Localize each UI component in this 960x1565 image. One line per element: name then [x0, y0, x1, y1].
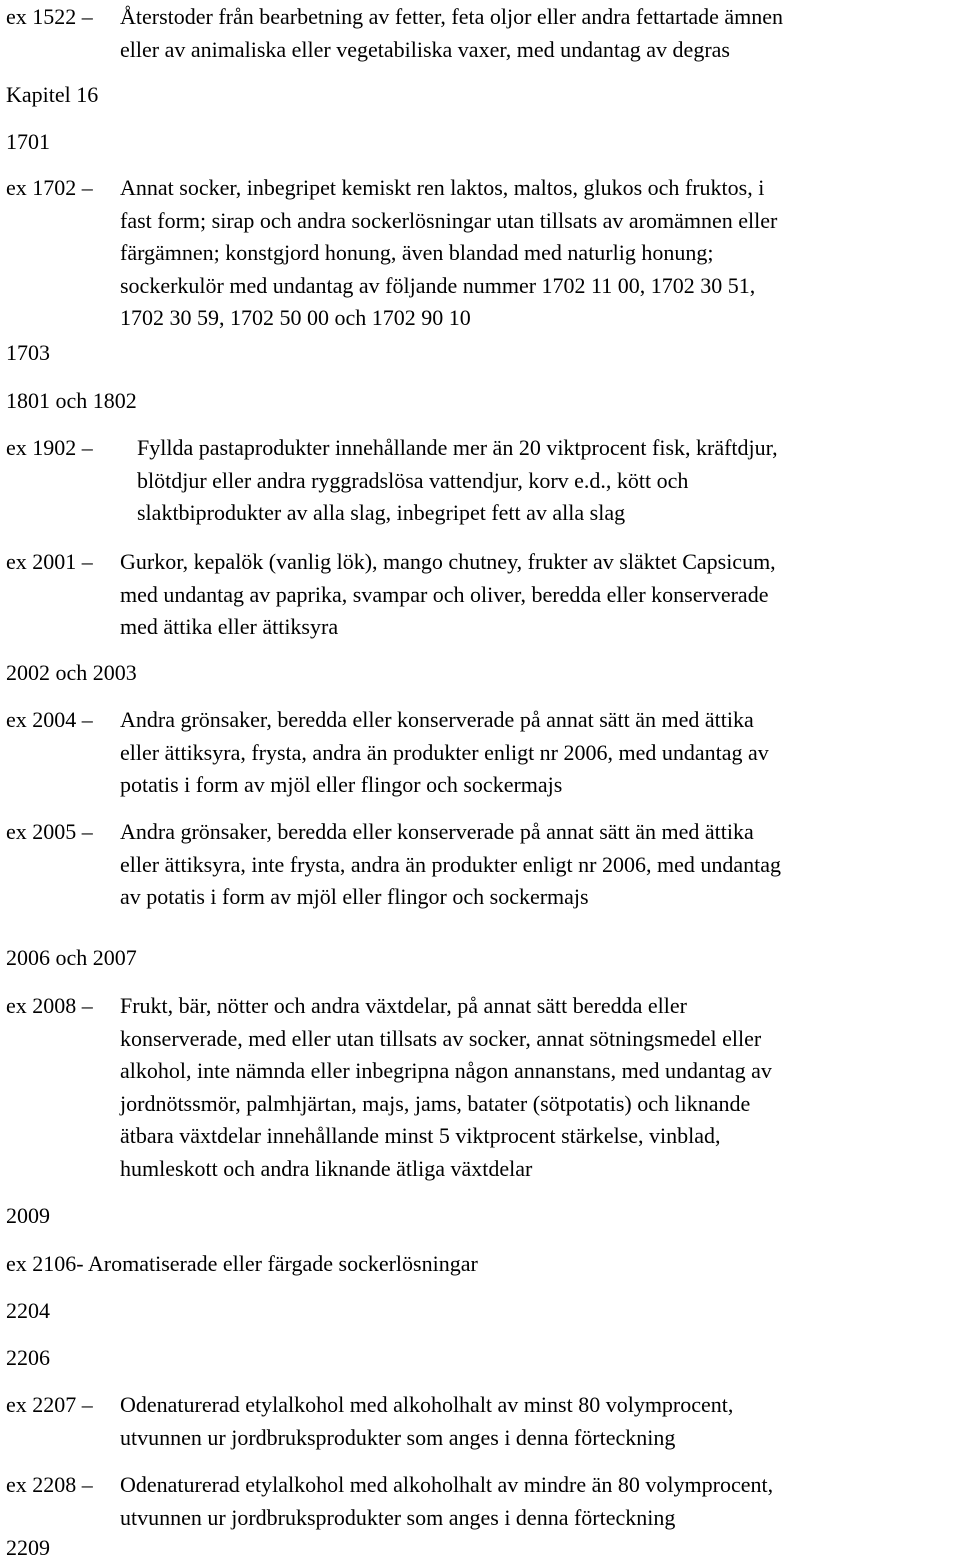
chapter-heading: Kapitel 16: [6, 82, 99, 107]
entry-description: [120, 704, 769, 802]
entry-code: ex 1702 –: [6, 175, 93, 200]
description-line: konserverade, med eller utan tillsats av socker, annat sötningsmedel eller: [120, 1025, 762, 1051]
entry-code: ex 2004 –: [6, 707, 93, 732]
heading-code: 2209: [6, 1535, 50, 1560]
description-line: humleskott och andra liknande ätliga växtdelar: [120, 1155, 533, 1181]
heading-code: 2206: [6, 1345, 50, 1370]
description-line: alkohol, inte nämnda eller inbegripna någon annanstans, med undantag av: [120, 1058, 772, 1083]
description-line: eller ättiksyra, inte frysta, andra än produkter enligt nr 2006, med undantag: [120, 851, 782, 877]
entry-description: [120, 816, 781, 914]
entry-code: ex 2008 –: [6, 993, 93, 1018]
entry-code: ex 2001 –: [6, 549, 93, 574]
description-line: 1702 30 59, 1702 50 00 och 1702 90 10: [120, 305, 471, 330]
description-line: Gurkor, kepalök (vanlig lök), mango chutney, frukter av släktet Capsicum,: [120, 549, 776, 574]
description-line: utvunnen ur jordbruksprodukter som anges i denna förteckning: [120, 1504, 676, 1530]
description-line: ätbara växtdelar innehållande minst 5 viktprocent stärkelse, vinblad,: [120, 1123, 721, 1148]
description-line: jordnötssmör, palmhjärtan, majs, jams, batater (sötpotatis) och liknande: [120, 1090, 751, 1116]
description-line: eller ättiksyra, frysta, andra än produkter enligt nr 2006, med undantag av: [120, 739, 769, 765]
heading-code: 2006 och 2007: [6, 945, 137, 970]
description-line: slaktbiprodukter av alla slag, inbegripet fett av alla slag: [137, 500, 626, 525]
entry-code: ex 1522 –: [6, 4, 93, 29]
description-line: av potatis i form av mjöl eller flingor och sockermajs: [120, 884, 589, 909]
description-line: med undantag av paprika, svampar och oliver, beredda eller konserverade: [120, 581, 769, 607]
entry-code: ex 2207 –: [6, 1392, 93, 1417]
description-line: Andra grönsaker, beredda eller konserverade på annat sätt än med ättika: [120, 819, 754, 844]
description-line: utvunnen ur jordbruksprodukter som anges i denna förteckning: [120, 1424, 676, 1450]
entry-description: [120, 1, 783, 66]
heading-code: 1801 och 1802: [6, 388, 137, 413]
entry-code: ex 1902 –: [6, 435, 93, 460]
description-line: Odenaturerad etylalkohol med alkoholhalt av mindre än 80 volymprocent,: [120, 1472, 774, 1497]
description-line: färgämnen; konstgjord honung, även blandad med naturlig honung;: [120, 240, 714, 265]
heading-code: 1701: [6, 129, 50, 154]
description-line: Frukt, bär, nötter och andra växtdelar, på annat sätt beredda eller: [120, 993, 687, 1018]
description-line: eller av animaliska eller vegetabiliska vaxer, med undantag av degras: [120, 36, 730, 62]
entry-description: [120, 172, 777, 335]
description-line: fast form; sirap och andra sockerlösningar utan tillsats av aromämnen eller: [120, 207, 778, 233]
description-line: Fyllda pastaprodukter innehållande mer än 20 viktprocent fisk, kräftdjur,: [137, 435, 778, 460]
description-line: potatis i form av mjöl eller flingor och sockermajs: [120, 772, 563, 797]
entry-description: [120, 990, 772, 1185]
heading-code: 2009: [6, 1203, 50, 1228]
entry-description: [120, 1469, 773, 1534]
entry-description: [120, 1389, 733, 1454]
entry-code: ex 2208 –: [6, 1472, 93, 1497]
description-line: Annat socker, inbegripet kemiskt ren laktos, maltos, glukos och fruktos, i: [120, 175, 765, 200]
entry-description: [137, 432, 778, 530]
description-line: Odenaturerad etylalkohol med alkoholhalt av minst 80 volymprocent,: [120, 1392, 734, 1417]
heading-code: 2204: [6, 1298, 50, 1323]
entry-ex-2106: ex 2106- Aromatiserade eller färgade sockerlösningar: [6, 1251, 478, 1276]
entry-description: [120, 546, 776, 644]
description-line: blötdjur eller andra ryggradslösa vattendjur, korv e.d., kött och: [137, 467, 689, 493]
heading-code: 1703: [6, 340, 50, 365]
description-line: sockerkulör med undantag av följande nummer 1702 11 00, 1702 30 51,: [120, 272, 756, 298]
description-line: Återstoder från bearbetning av fetter, feta oljor eller andra fettartade ämnen: [120, 4, 784, 29]
entry-code: ex 2005 –: [6, 819, 93, 844]
description-line: Andra grönsaker, beredda eller konserverade på annat sätt än med ättika: [120, 707, 754, 732]
heading-code: 2002 och 2003: [6, 660, 137, 685]
description-line: med ättika eller ättiksyra: [120, 614, 339, 639]
